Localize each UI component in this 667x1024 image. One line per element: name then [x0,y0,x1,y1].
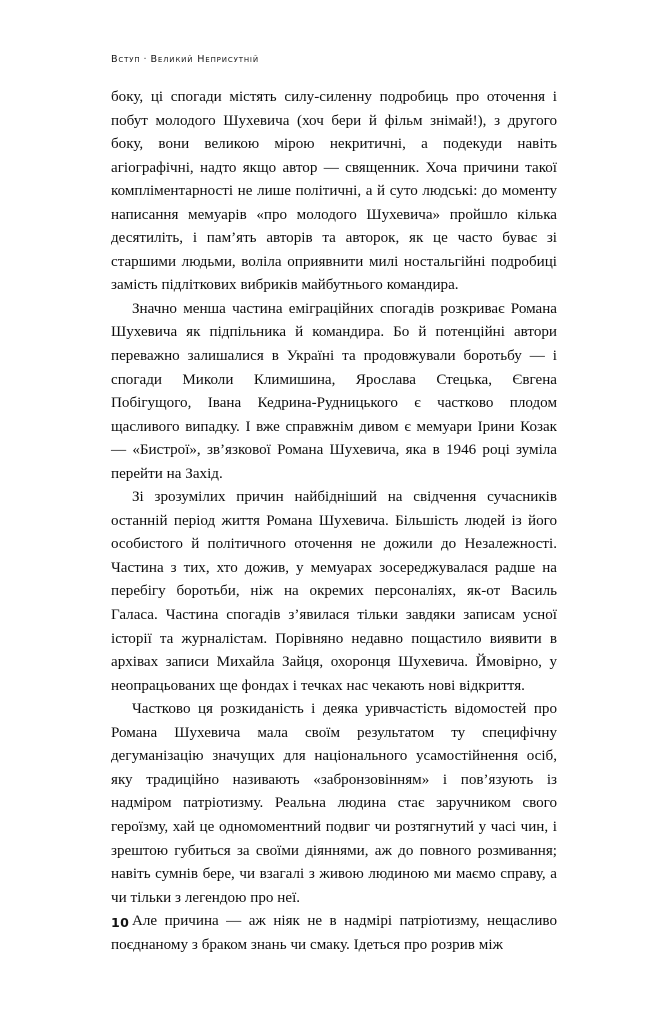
running-head-section: Вступ [111,54,141,65]
paragraph: Значно менша частина еміграційних спогадів розкриває Романа Шухевича як підпільника й командира. Бо й потенційні автори переважно залишалися в Україні та продовжували боротьбу — і спогади Миколи Климишина, Ярослава Стецька, Євгена Побігущого, Івана Кедрина-Рудницького є частково плодом щасливого випадку. І вже справжнім дивом є мемуари Ірини Козак — «Бистрої», зв’язкової Романа Шухевича, яка в 1946 році зуміла перейти на Захід. [111,300,557,482]
running-head-separator: · [143,54,148,65]
paragraph: Зі зрозумілих причин найбідніший на свідчення сучасників останній період життя Романа Шухевича. Більшість людей із його особистого й політичного оточення не дожили до Незалежності. Частина з тих, хто дожив, у мемуарах зосереджувалася радше на перебігу боротьби, ніж на окремих персоналіях, як-от Василь Галаса. Частина спогадів з’явилася тільки завдяки записам усної історії та журналістам. Порівняно недавно пощастило виявити в архівах записи Михайла Зайця, охоронця Шухевича. Ймовірно, у неопрацьованих ще фондах і течках нас чекають нові відкриття. [111,489,557,694]
page-number: 10 [111,915,130,930]
running-head-title: Великий Неприсутній [150,54,259,65]
running-head [111,54,561,65]
paragraph: Частково ця розкиданість і деяка уривчастість відомостей про Романа Шухевича мала своїм результатом ту специфічну дегуманізацію значущих для національного усамостійнення осіб, яку традиційно називають «забронзовінням» і пов’язують із надміром патріотизму. Реальна людина стає заручником свого героїзму, хай це одномоментний подвиг чи розтягнутий у часі чин, і зрештою губиться за своїми діяннями, аж до повного розмивання; навіть сумнів бере, чи взагалі з живою людиною ми маємо справу, а чи тільки з легендою про неї. [111,701,557,906]
paragraph: Але причина — аж ніяк не в надмірі патріотизму, нещасливо поєднаному з браком знань чи смаку. Ідеться про розрив між [111,913,557,953]
body-text-block [111,86,557,957]
paragraph: боку, ці спогади містять силу-силенну подробиць про оточення і побут молодого Шухевича (хоч бери й фільм знімай!), з другого боку, вони великою мірою некритичні, а подекуди навіть агіографічні, надто якщо автор — священник. Хоча причини такої компліментарності не лише політичні, а й суто людські: до моменту написання мемуарів «про молодого Шухевича» пройшло кілька десятиліть, і пам’ять авторів та авторок, як це часто буває зі старшими людьми, воліла оприявнити милі ностальгійні подробиці замість підліткових вибриків майбутнього командира. [111,89,557,294]
